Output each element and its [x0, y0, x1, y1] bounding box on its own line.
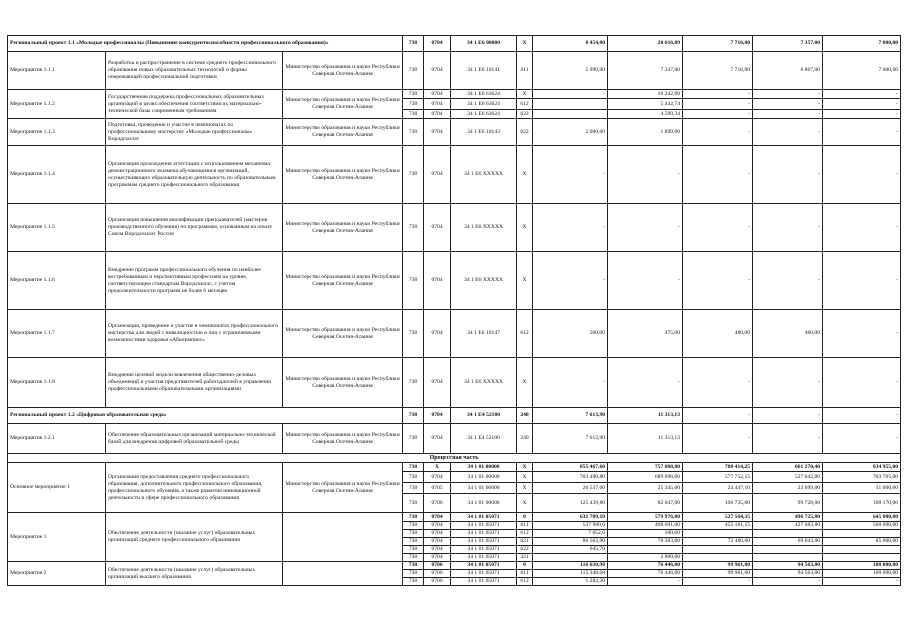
value-cell: 622: [517, 110, 533, 119]
value-cell: 0704: [424, 110, 451, 119]
value-cell: 240: [517, 408, 533, 424]
value-cell: 0704: [424, 119, 451, 146]
value-cell: -: [608, 252, 683, 310]
value-cell: 240: [517, 424, 533, 454]
value-cell: 631 789,10: [533, 513, 608, 522]
budget-table-sheet: [7, 35, 901, 586]
value-cell: 738: [403, 463, 424, 472]
responsible-cell: Министерство образования и науки Республики Северная Осетия-Алания: [283, 146, 403, 204]
value-cell: -: [608, 204, 683, 252]
value-cell: 99 961,00: [683, 562, 753, 570]
value-cell: 7 052,0: [533, 530, 608, 538]
value-cell: 1 899,00: [608, 119, 683, 146]
value-cell: 661 270,40: [753, 463, 823, 472]
value-cell: 708 414,25: [683, 463, 753, 472]
value-cell: 427 683,80: [753, 522, 823, 530]
value-cell: 738: [403, 110, 424, 119]
value-cell: 738: [403, 99, 424, 110]
value-cell: 34 1 Е6 63624: [451, 99, 517, 110]
value-cell: 94 563,00: [753, 562, 823, 570]
responsible-cell: Министерство образования и науки Республики Северная Осетия-Алания: [283, 463, 403, 513]
value-cell: -: [608, 146, 683, 204]
value-cell: 612: [517, 578, 533, 586]
value-cell: 475,00: [608, 310, 683, 358]
value-cell: 0706: [424, 570, 451, 578]
value-cell: -: [823, 578, 901, 586]
value-cell: 25 345,00: [608, 483, 683, 494]
value-cell: 738: [403, 146, 424, 204]
value-cell: -: [753, 424, 823, 454]
value-cell: -: [683, 90, 753, 99]
responsible-cell: Министерство образования и науки Республики Северная Осетия-Алания: [283, 358, 403, 408]
value-cell: 34 1 Е6 63624: [451, 110, 517, 119]
value-cell: -: [753, 90, 823, 99]
value-cell: -: [683, 119, 753, 146]
value-cell: 455 161,15: [683, 522, 753, 530]
value-cell: -: [823, 252, 901, 310]
value-cell: 645,70: [533, 546, 608, 554]
value-cell: 0704: [424, 252, 451, 310]
value-cell: 94 563,00: [753, 570, 823, 578]
value-cell: 7 613,90: [533, 408, 608, 424]
value-cell: [753, 546, 823, 554]
value-cell: 5 442,74: [608, 99, 683, 110]
value-cell: 738: [403, 494, 424, 513]
value-cell: 0704: [424, 310, 451, 358]
measure-description-cell: Обеспечение деятельности (оказание услуг) образовательных организаций среднего профессионального образования: [106, 513, 283, 562]
value-cell: 76 446,00: [608, 562, 683, 570]
value-cell: 0704: [424, 424, 451, 454]
value-cell: 34 1 01 00000: [451, 472, 517, 483]
value-cell: 125 439,80: [533, 494, 608, 513]
measure-name-cell: Мероприятие 2: [8, 562, 106, 586]
value-cell: -: [753, 99, 823, 110]
value-cell: -: [823, 204, 901, 252]
measure-name-cell: Мероприятие 1.1.3: [8, 119, 106, 146]
value-cell: Х: [517, 483, 533, 494]
value-cell: 621: [517, 538, 533, 546]
value-cell: -: [683, 252, 753, 310]
measure-row: [8, 52, 901, 90]
value-cell: [683, 546, 753, 554]
measure-name-cell: Мероприятие 1.1.1: [8, 52, 106, 90]
section-label: Процессная часть: [8, 454, 901, 463]
value-cell: 34 1 Е6 10147: [451, 310, 517, 358]
value-cell: 0704: [424, 554, 451, 562]
measure-subrow: [8, 463, 901, 472]
project-row: [8, 36, 901, 52]
value-cell: 703 490,80: [533, 472, 608, 483]
section-header-row: [8, 454, 901, 463]
value-cell: 855 467,60: [533, 463, 608, 472]
value-cell: -: [753, 110, 823, 119]
value-cell: -: [753, 408, 823, 424]
value-cell: 738: [403, 562, 424, 570]
responsible-cell: Министерство образования и науки Республики Северная Осетия-Алания: [283, 252, 403, 310]
value-cell: 82 047,00: [608, 494, 683, 513]
value-cell: 34 1 01 05071: [451, 522, 517, 530]
value-cell: -: [823, 408, 901, 424]
responsible-cell: Министерство образования и науки Республики Северная Осетия-Алания: [283, 424, 403, 454]
project-title-cell: Региональный проект 1.1 «Молодые профессионалы (Повышение конкурентоспособности профессионального образования)»: [8, 36, 403, 52]
responsible-cell: Министерство образования и науки Республики Северная Осетия-Алания: [283, 310, 403, 358]
value-cell: 0706: [424, 562, 451, 570]
measure-name-cell: Мероприятие 1.1.4: [8, 146, 106, 204]
value-cell: 7 613,90: [533, 424, 608, 454]
value-cell: -: [683, 408, 753, 424]
value-cell: 738: [403, 578, 424, 586]
value-cell: Х: [517, 36, 533, 52]
value-cell: 460,00: [753, 310, 823, 358]
project-title-cell: Региональный проект 1.2 «Цифровая образовательная среда»: [8, 408, 403, 424]
value-cell: -: [823, 90, 901, 99]
value-cell: Х: [517, 463, 533, 472]
value-cell: 106 735,00: [683, 494, 753, 513]
value-cell: 8 454,00: [533, 36, 608, 52]
value-cell: 0704: [424, 513, 451, 522]
value-cell: -: [823, 146, 901, 204]
value-cell: -: [683, 424, 753, 454]
value-cell: 0704: [424, 472, 451, 483]
value-cell: 11 313,13: [608, 408, 683, 424]
value-cell: 26 537,00: [533, 483, 608, 494]
value-cell: 527 642,00: [753, 472, 823, 483]
value-cell: 645 000,00: [823, 513, 901, 522]
value-cell: 1 282,30: [533, 578, 608, 586]
measure-description-cell: Внедрение целевой модели вовлечения общественно-деловых объединений и участия представителей работодателей в управлении профессиональными образовательными организациями: [106, 358, 283, 408]
value-cell: 20 616,09: [608, 36, 683, 52]
measure-row: [8, 424, 901, 454]
value-cell: 560 000,00: [823, 522, 901, 530]
value-cell: -: [823, 119, 901, 146]
value-cell: 0704: [424, 522, 451, 530]
value-cell: 834 955,00: [823, 463, 901, 472]
value-cell: 72 480,00: [683, 538, 753, 546]
value-cell: 611: [517, 522, 533, 530]
value-cell: 4 599,34: [608, 110, 683, 119]
value-cell: 0704: [424, 538, 451, 546]
value-cell: 34 1 01 00000: [451, 463, 517, 472]
value-cell: 321: [517, 554, 533, 562]
value-cell: 0704: [424, 36, 451, 52]
value-cell: 24 447,10: [683, 483, 753, 494]
measure-description-cell: Обеспечение образовательных организаций материально-технической базой для внедрения цифровой образовательной среды: [106, 424, 283, 454]
value-cell: 738: [403, 90, 424, 99]
value-cell: 738: [403, 554, 424, 562]
measure-description-cell: Государственная поддержка профессиональных образовательных организаций в целях обеспечения соответствия их материально-технической базы современным требованиям: [106, 90, 283, 119]
value-cell: -: [753, 578, 823, 586]
value-cell: 7 000,00: [823, 52, 901, 90]
value-cell: 34 1 01 05071: [451, 530, 517, 538]
value-cell: 34 1 01 00000: [451, 483, 517, 494]
value-cell: 738: [403, 513, 424, 522]
measure-description-cell: Разработка и распространение в системе среднего профессионального образования новых образовательных технологий и формы опережающей профессиональной подготовки: [106, 52, 283, 90]
responsible-cell: [283, 562, 403, 586]
measure-subrow: [8, 562, 901, 570]
value-cell: 0704: [424, 408, 451, 424]
value-cell: 78 383,00: [608, 538, 683, 546]
value-cell: 23 699,00: [753, 483, 823, 494]
value-cell: 738: [403, 310, 424, 358]
value-cell: 527 564,35: [683, 513, 753, 522]
value-cell: 34 1 01 05071: [451, 546, 517, 554]
value-cell: [823, 546, 901, 554]
value-cell: -: [753, 204, 823, 252]
value-cell: 34 1 Е6 XXXXX: [451, 146, 517, 204]
value-cell: -: [823, 99, 901, 110]
value-cell: 5 990,00: [533, 52, 608, 90]
value-cell: 0705: [424, 483, 451, 494]
value-cell: 496 725,80: [753, 513, 823, 522]
value-cell: -: [683, 99, 753, 110]
measure-description-cell: Подготовка, проведение и участие в чемпионатах по профессиональному мастерству «Молодые профессионалы» Ворлдскиллс: [106, 119, 283, 146]
value-cell: 100 000,00: [823, 562, 901, 570]
measure-row: [8, 119, 901, 146]
value-cell: Х: [424, 463, 451, 472]
value-cell: Х: [517, 146, 533, 204]
project-row: [8, 408, 901, 424]
value-cell: 34 1 Е6 10143: [451, 119, 517, 146]
measure-name-cell: Мероприятие 1.1.7: [8, 310, 106, 358]
value-cell: 34 1 01 05071: [451, 578, 517, 586]
value-cell: 34 1 01 05071: [451, 562, 517, 570]
value-cell: -: [753, 358, 823, 408]
budget-table: [7, 35, 901, 586]
measure-subrow: [8, 90, 901, 99]
value-cell: -: [608, 358, 683, 408]
value-cell: 738: [403, 119, 424, 146]
value-cell: Х: [517, 204, 533, 252]
value-cell: -: [683, 358, 753, 408]
value-cell: 498 691,00: [608, 522, 683, 530]
value-cell: 85 000,00: [823, 538, 901, 546]
value-cell: 738: [403, 530, 424, 538]
value-cell: 100,00: [608, 530, 683, 538]
value-cell: 537 980,6: [533, 522, 608, 530]
value-cell: 7 357,00: [753, 36, 823, 52]
value-cell: -: [753, 146, 823, 204]
value-cell: 738: [403, 252, 424, 310]
value-cell: 612: [517, 99, 533, 110]
value-cell: 0706: [424, 578, 451, 586]
value-cell: -: [823, 310, 901, 358]
value-cell: 6 867,00: [753, 52, 823, 90]
value-cell: -: [753, 252, 823, 310]
value-cell: [683, 530, 753, 538]
value-cell: -: [533, 204, 608, 252]
value-cell: 116 630,98: [533, 562, 608, 570]
value-cell: 738: [403, 570, 424, 578]
value-cell: -: [683, 578, 753, 586]
measure-description-cell: Организация повышения квалификации преподавателей (мастеров производственного обучения) по программам, основанным на опыте Союза Ворлдскиллс Россия: [106, 204, 283, 252]
value-cell: Х: [517, 252, 533, 310]
value-cell: 738: [403, 52, 424, 90]
value-cell: [823, 554, 901, 562]
value-cell: 34 1 Е6 XXXXX: [451, 204, 517, 252]
value-cell: 738: [403, 472, 424, 483]
value-cell: 0704: [424, 204, 451, 252]
value-cell: 10 242,09: [608, 90, 683, 99]
value-cell: 100 170,00: [823, 494, 901, 513]
value-cell: 34 1 01 05071: [451, 570, 517, 578]
value-cell: [533, 99, 608, 110]
measure-description-cell: Обеспечение деятельности (оказание услуг) образовательных организаций высшего образования: [106, 562, 283, 586]
value-cell: 738: [403, 204, 424, 252]
value-cell: 0704: [424, 530, 451, 538]
value-cell: 34 1 Е6 XXXXX: [451, 252, 517, 310]
value-cell: 2 000,00: [533, 119, 608, 146]
value-cell: 115 348,68: [533, 570, 608, 578]
value-cell: 34 1 Е6 00000: [451, 36, 517, 52]
responsible-cell: Министерство образования и науки Республики Северная Осетия-Алания: [283, 90, 403, 119]
value-cell: 579 976,00: [608, 513, 683, 522]
value-cell: 0: [517, 562, 533, 570]
value-cell: 69 043,00: [753, 538, 823, 546]
value-cell: 11 313,13: [608, 424, 683, 454]
measure-description-cell: Организация, проведение и участие в чемпионатах профессионального мастерства для людей с инвалидностью и лиц с ограниченными возможностями здоровья «Абилимпикс»: [106, 310, 283, 358]
value-cell: 738: [403, 408, 424, 424]
responsible-cell: [283, 513, 403, 562]
value-cell: Х: [517, 358, 533, 408]
value-cell: 0704: [424, 546, 451, 554]
value-cell: [753, 554, 823, 562]
value-cell: 0: [517, 513, 533, 522]
value-cell: [753, 530, 823, 538]
value-cell: Х: [517, 494, 533, 513]
value-cell: 738: [403, 538, 424, 546]
value-cell: 500,00: [533, 310, 608, 358]
responsible-cell: Министерство образования и науки Республики Северная Осетия-Алания: [283, 52, 403, 90]
value-cell: 703 705,00: [823, 472, 901, 483]
value-cell: -: [683, 204, 753, 252]
value-cell: -: [683, 110, 753, 119]
value-cell: 738: [403, 546, 424, 554]
value-cell: 611: [517, 52, 533, 90]
measure-name-cell: Основное мероприятие 1: [8, 463, 106, 513]
value-cell: 612: [517, 310, 533, 358]
value-cell: 34 1 01 05071: [451, 554, 517, 562]
measure-row: [8, 358, 901, 408]
value-cell: 738: [403, 358, 424, 408]
value-cell: 757 088,00: [608, 463, 683, 472]
value-cell: 99 728,00: [753, 494, 823, 513]
value-cell: 34 1 Е6 63624: [451, 90, 517, 99]
measure-name-cell: Мероприятие 1.1.5: [8, 204, 106, 252]
value-cell: -: [823, 110, 901, 119]
value-cell: Х: [517, 90, 533, 99]
measure-name-cell: Мероприятие 1.1.6: [8, 252, 106, 310]
responsible-cell: Министерство образования и науки Республики Северная Осетия-Алания: [283, 119, 403, 146]
value-cell: -: [823, 424, 901, 454]
value-cell: 34 1 01 05071: [451, 513, 517, 522]
value-cell: 577 752,15: [683, 472, 753, 483]
value-cell: 622: [517, 546, 533, 554]
value-cell: -: [533, 358, 608, 408]
value-cell: 611: [517, 570, 533, 578]
value-cell: 34 1 Е4 52100: [451, 424, 517, 454]
measure-description-cell: Организация прохождения аттестации с использованием механизма демонстрационного экзамена обучающимися организаций, осуществляющих образовательную деятельность по образовательным программам среднего профессионального образования: [106, 146, 283, 204]
value-cell: 622: [517, 119, 533, 146]
value-cell: 99 961,00: [683, 570, 753, 578]
value-cell: 86 563,90: [533, 538, 608, 546]
value-cell: -: [533, 90, 608, 99]
value-cell: 100 000,00: [823, 570, 901, 578]
measure-row: [8, 310, 901, 358]
value-cell: 689 696,00: [608, 472, 683, 483]
value-cell: 34 1 Е6 XXXXX: [451, 358, 517, 408]
measure-row: [8, 146, 901, 204]
value-cell: -: [533, 252, 608, 310]
value-cell: 612: [517, 530, 533, 538]
value-cell: 0704: [424, 99, 451, 110]
value-cell: 34 1 01 05071: [451, 538, 517, 546]
value-cell: 2 800,00: [608, 554, 683, 562]
value-cell: 34 1 Е4 52100: [451, 408, 517, 424]
measure-row: [8, 204, 901, 252]
value-cell: 738: [403, 36, 424, 52]
measure-name-cell: Мероприятие 1.1.8: [8, 358, 106, 408]
value-cell: -: [753, 119, 823, 146]
measure-row: [8, 252, 901, 310]
value-cell: 738: [403, 522, 424, 530]
value-cell: 7 716,00: [683, 36, 753, 52]
value-cell: [533, 110, 608, 119]
value-cell: -: [683, 146, 753, 204]
value-cell: Х: [517, 472, 533, 483]
value-cell: 0704: [424, 146, 451, 204]
value-cell: -: [823, 358, 901, 408]
measure-subrow: [8, 513, 901, 522]
value-cell: [683, 554, 753, 562]
value-cell: 34 1 Е6 10141: [451, 52, 517, 90]
value-cell: [608, 546, 683, 554]
value-cell: 738: [403, 424, 424, 454]
value-cell: 31 000,00: [823, 483, 901, 494]
value-cell: 0706: [424, 494, 451, 513]
measure-description-cell: Организация предоставления среднего профессионального образования, дополнительного профессионального образования, профессионального обучения, а также развития инновационной деятельности в сфере профессионального образования: [106, 463, 283, 513]
measure-name-cell: Мероприятие 1.1.2: [8, 90, 106, 119]
value-cell: [823, 530, 901, 538]
value-cell: 480,00: [683, 310, 753, 358]
value-cell: 738: [403, 483, 424, 494]
value-cell: 7 000,00: [823, 36, 901, 52]
value-cell: 34 1 01 00000: [451, 494, 517, 513]
measure-name-cell: Мероприятие 1.2.1: [8, 424, 106, 454]
responsible-cell: Министерство образования и науки Республики Северная Осетия-Алания: [283, 204, 403, 252]
value-cell: 0704: [424, 90, 451, 99]
value-cell: 7 347,00: [608, 52, 683, 90]
value-cell: -: [608, 578, 683, 586]
value-cell: 76 446,00: [608, 570, 683, 578]
value-cell: [533, 554, 608, 562]
value-cell: 7 716,00: [683, 52, 753, 90]
measure-name-cell: Мероприятие 1: [8, 513, 106, 562]
measure-description-cell: Внедрение программ профессионального обучения по наиболее востребованным и перспективным профессиям на уровне, соответствующем стандартам Ворлдскиллс, с учетом продолжительности программ не более 6 месяцев: [106, 252, 283, 310]
value-cell: -: [533, 146, 608, 204]
value-cell: 0704: [424, 358, 451, 408]
value-cell: 0704: [424, 52, 451, 90]
